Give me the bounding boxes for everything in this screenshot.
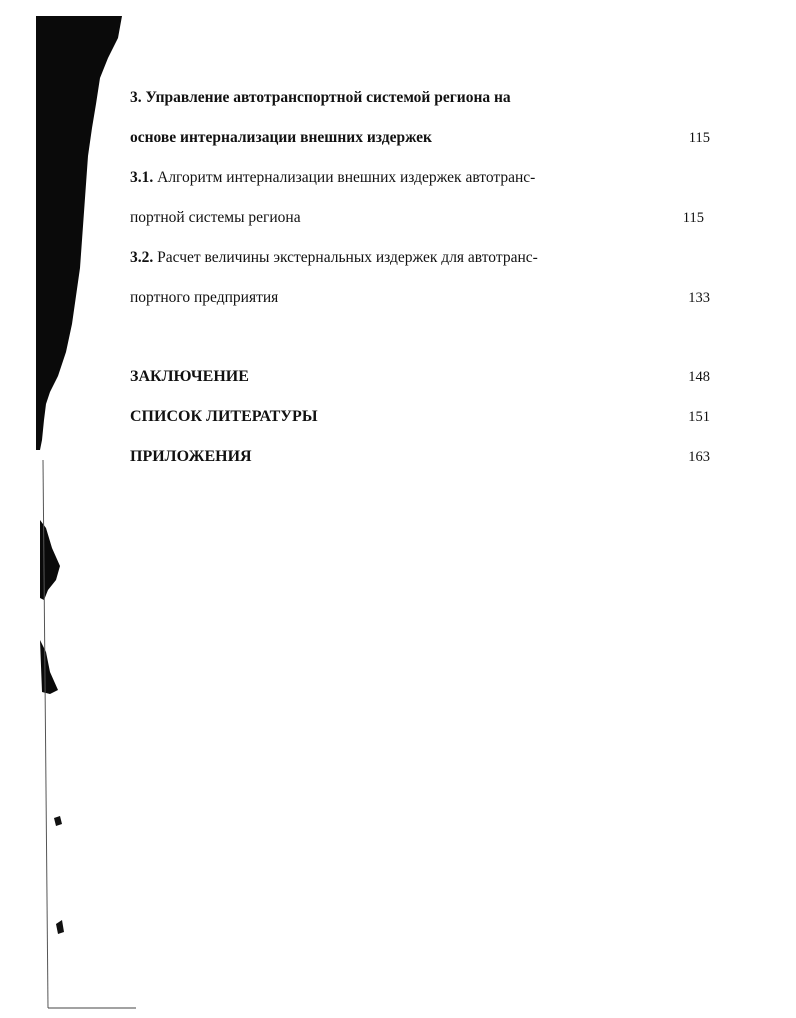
- toc-section-3-2-text: Расчет величины экстернальных издержек для автотранс-: [153, 249, 538, 266]
- toc-section-3-2-number: 3.2.: [130, 249, 154, 266]
- toc-chapter-3-page: 115: [688, 130, 710, 146]
- toc-section-3-2-line-1: [130, 248, 538, 268]
- toc-section-3-2-line-2: портного предприятия: [130, 289, 279, 306]
- toc-conclusion: ЗАКЛЮЧЕНИЕ: [130, 368, 249, 385]
- toc-section-3-1-line-2: портной системы региона: [130, 209, 301, 226]
- toc-conclusion-page: 148: [688, 369, 710, 385]
- toc-section-3-1-line-1: [130, 168, 535, 188]
- toc-references-page: 151: [688, 409, 710, 425]
- toc-section-3-1-page: 115: [682, 210, 704, 226]
- toc-section-3-1-number: 3.1.: [130, 169, 154, 186]
- toc-references: СПИСОК ЛИТЕРАТУРЫ: [130, 408, 318, 425]
- toc-section-3-2-page: 133: [688, 290, 710, 306]
- toc-section-3-1-text: Алгоритм интернализации внешних издержек автотранс-: [153, 169, 536, 186]
- toc-appendices: ПРИЛОЖЕНИЯ: [130, 448, 252, 465]
- toc-chapter-3-line-1: 3. Управление автотранспортной системой региона на: [130, 89, 511, 106]
- toc-chapter-3-line-2: основе интернализации внешних издержек: [130, 129, 432, 146]
- toc-appendices-page: 163: [688, 449, 710, 465]
